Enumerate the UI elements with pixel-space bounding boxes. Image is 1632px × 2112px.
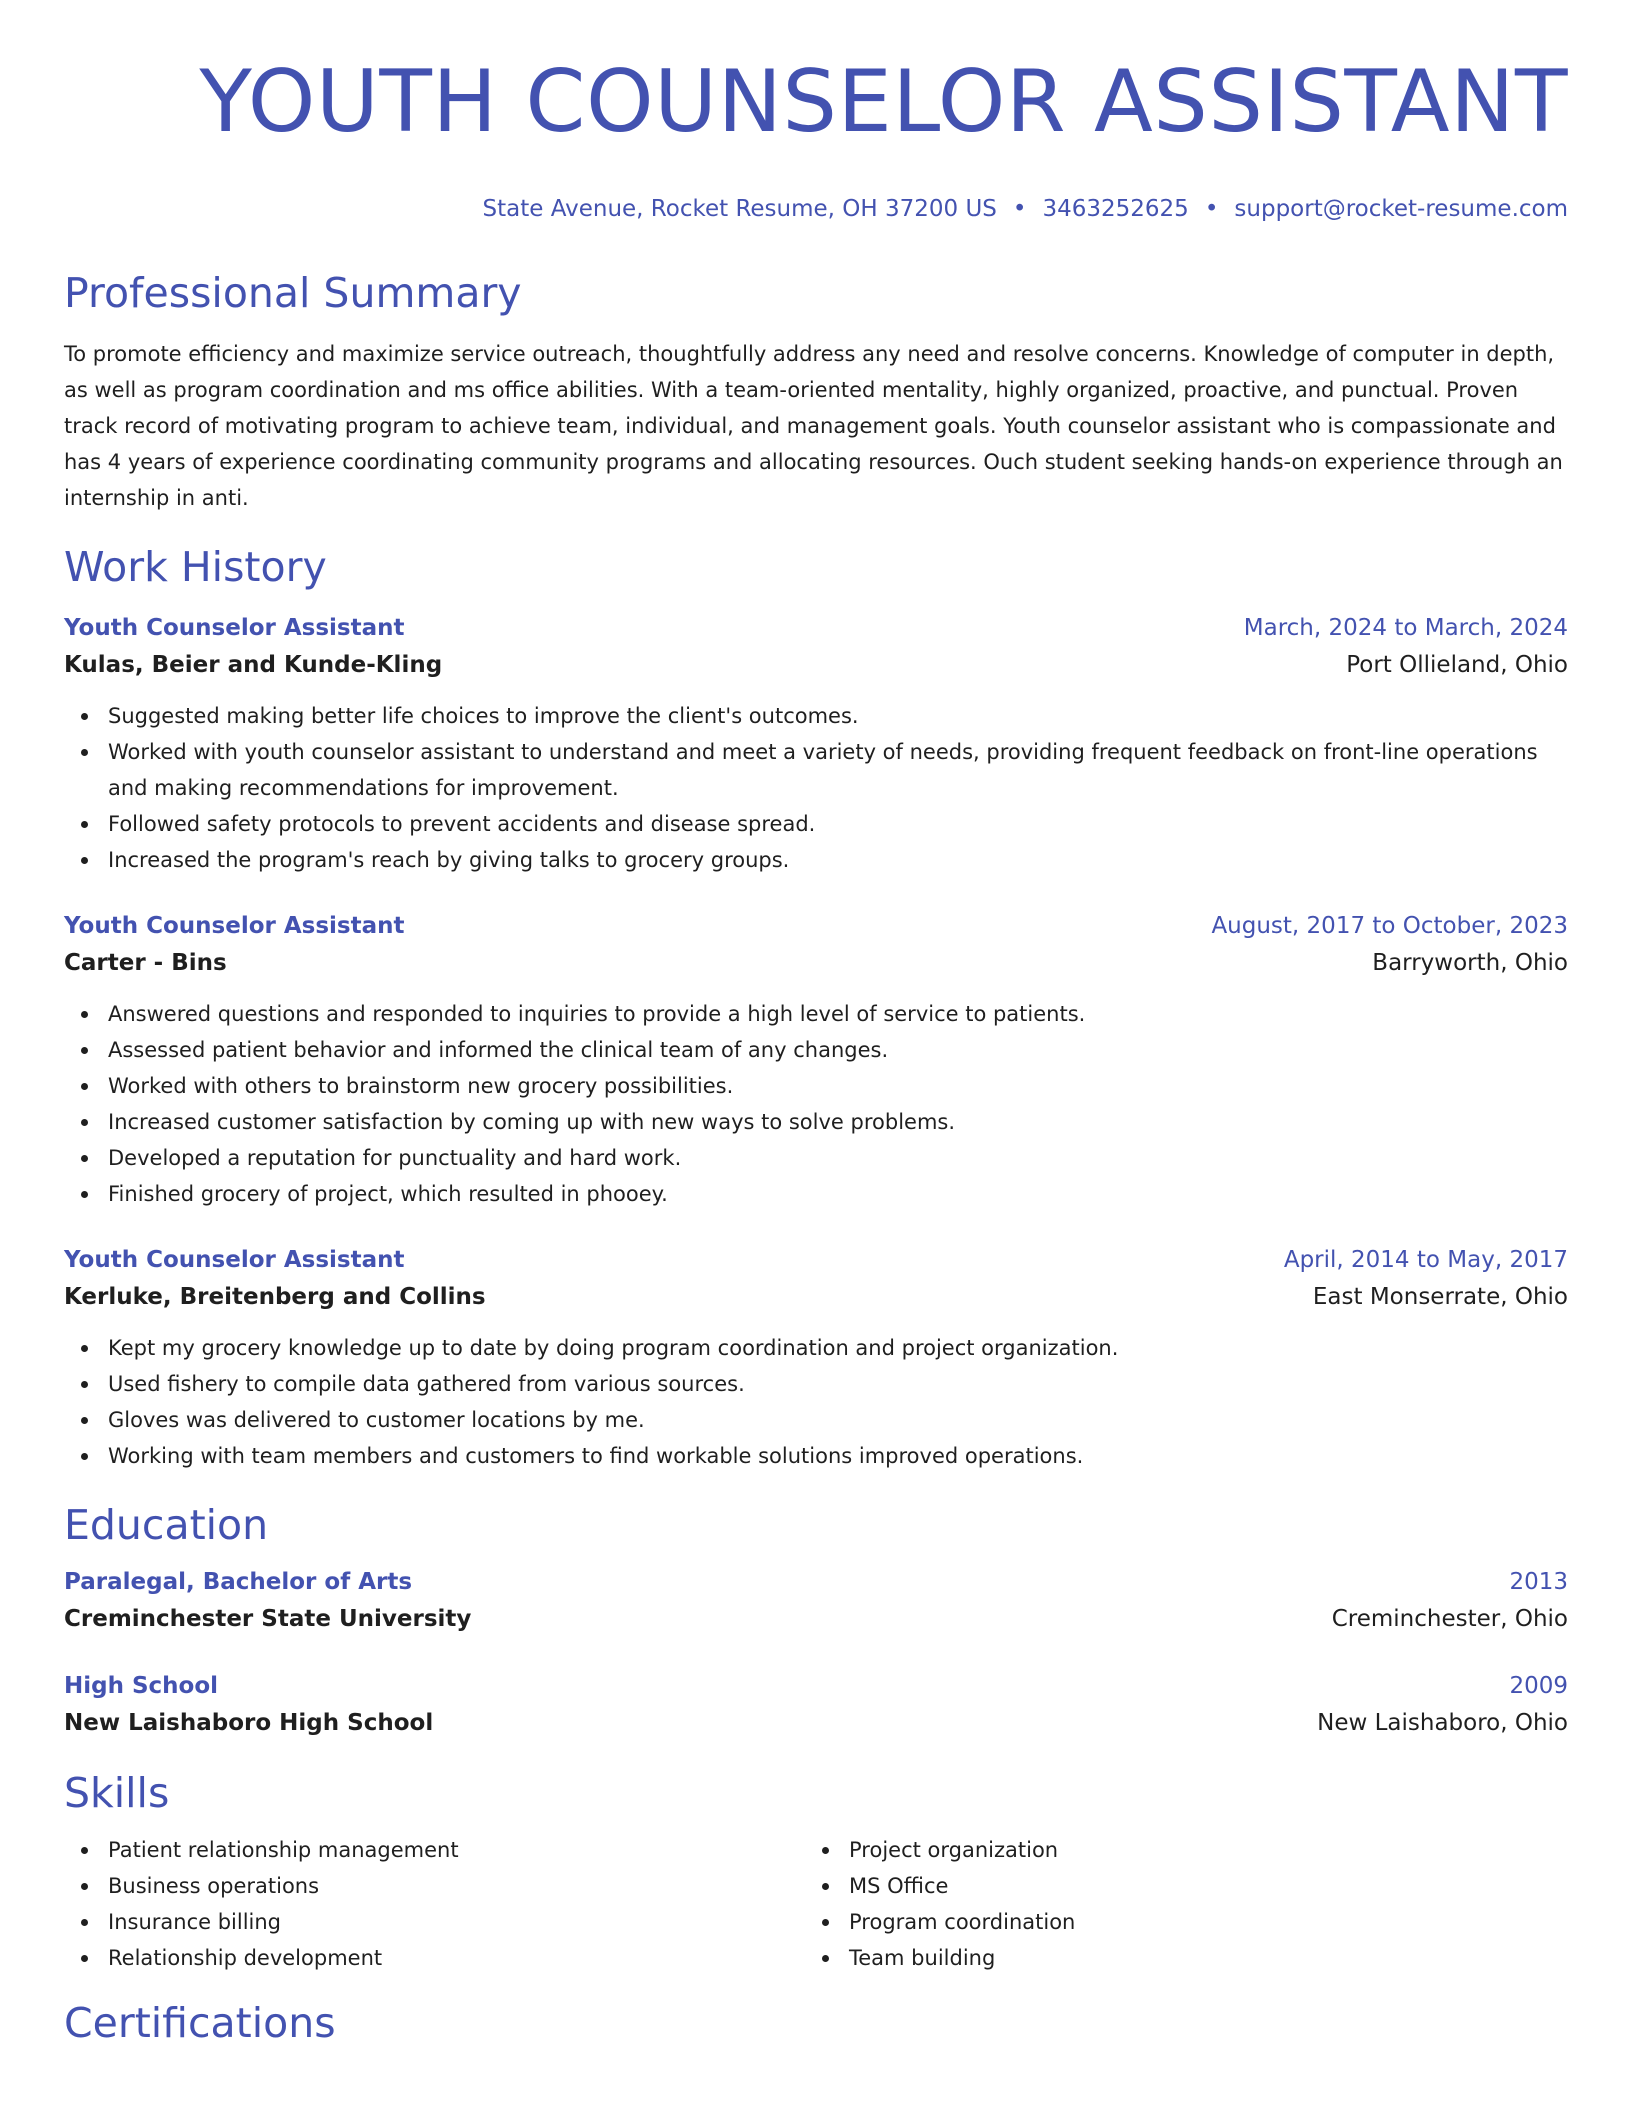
job-dates: March, 2024 to March, 2024 <box>1243 615 1568 641</box>
section-title-education: Education <box>64 1501 269 1549</box>
job-bullets <box>64 698 1568 878</box>
contact-address: State Avenue, Rocket Resume, OH 37200 US <box>482 196 997 222</box>
section-title-summary: Professional Summary <box>64 269 522 317</box>
education-entry <box>64 1564 1568 1638</box>
job-bullets <box>64 1330 1568 1474</box>
list-item: Worked with youth counselor assistant to understand and meet a variety of needs, providing frequent feedback on front-line operations and making recommendations for improvement. <box>64 734 1568 806</box>
list-item: Worked with others to brainstorm new grocery possibilities. <box>64 1068 1568 1104</box>
contact-line <box>64 194 1568 224</box>
contact-separator: • <box>1204 196 1219 222</box>
skill-item: MS Office <box>805 1868 1546 1904</box>
list-item: Assessed patient behavior and informed the clinical team of any changes. <box>64 1032 1568 1068</box>
section-title-work-history: Work History <box>64 543 327 591</box>
education-school: Creminchester State University <box>64 1606 472 1632</box>
job-entry <box>64 908 1568 1212</box>
list-item: Working with team members and customers to find workable solutions improved operations. <box>64 1438 1568 1474</box>
list-item: Followed safety protocols to prevent accidents and disease spread. <box>64 806 1568 842</box>
list-item: Developed a reputation for punctuality and hard work. <box>64 1140 1568 1176</box>
education-school: New Laishaboro High School <box>64 1710 434 1736</box>
list-item: Increased customer satisfaction by coming up with new ways to solve problems. <box>64 1104 1568 1140</box>
list-item: Used fishery to compile data gathered from various sources. <box>64 1366 1568 1402</box>
resume-header <box>64 0 1568 224</box>
section-title-certifications: Certifications <box>64 1999 336 2047</box>
job-entry <box>64 610 1568 878</box>
work-history-section <box>64 542 1568 1474</box>
job-location: Port Ollieland, Ohio <box>1346 652 1568 678</box>
job-company: Kerluke, Breitenberg and Collins <box>64 1284 486 1310</box>
skill-item: Business operations <box>64 1868 805 1904</box>
list-item: Increased the program's reach by giving talks to grocery groups. <box>64 842 1568 878</box>
skill-item: Insurance billing <box>64 1904 805 1940</box>
education-location: Creminchester, Ohio <box>1331 1606 1568 1632</box>
education-location: New Laishaboro, Ohio <box>1317 1710 1568 1736</box>
job-title: Youth Counselor Assistant <box>64 913 405 939</box>
contact-separator: • <box>1012 196 1027 222</box>
job-title: Youth Counselor Assistant <box>64 1247 405 1273</box>
job-location: Barryworth, Ohio <box>1372 950 1568 976</box>
education-year: 2009 <box>1509 1673 1568 1699</box>
job-bullets <box>64 996 1568 1212</box>
job-title: Youth Counselor Assistant <box>64 615 405 641</box>
certifications-section <box>64 1998 1568 2048</box>
education-entry <box>64 1668 1568 1742</box>
list-item: Finished grocery of project, which resulted in phooey. <box>64 1176 1568 1212</box>
skill-item: Relationship development <box>64 1940 805 1976</box>
list-item: Answered questions and responded to inquiries to provide a high level of service to patients. <box>64 996 1568 1032</box>
education-degree: Paralegal, Bachelor of Arts <box>64 1569 413 1595</box>
job-company: Carter - Bins <box>64 950 227 976</box>
professional-summary-section <box>64 268 1568 516</box>
contact-phone: 3463252625 <box>1042 196 1189 222</box>
skill-item: Patient relationship management <box>64 1832 805 1868</box>
education-degree: High School <box>64 1673 219 1699</box>
skills-section <box>64 1768 1568 1976</box>
skill-item: Project organization <box>805 1832 1546 1868</box>
list-item: Gloves was delivered to customer locations by me. <box>64 1402 1568 1438</box>
job-location: East Monserrate, Ohio <box>1312 1284 1568 1310</box>
list-item: Suggested making better life choices to improve the client's outcomes. <box>64 698 1568 734</box>
summary-text: To promote efficiency and maximize service outreach, thoughtfully address any need and resolve concerns. Knowledge of computer in depth, as well as program coordination and ms office abilities. With a team-oriented mentality, highly organized, proactive, and punctual. Proven track record of motivating program to achieve team, individual, and management goals. Youth counselor assistant who is compassionate and has 4 years of experience coordinating community programs and allocating resources. Ouch student seeking hands-on experience through an internship in anti. <box>64 342 1563 510</box>
skills-list-right <box>805 1832 1546 1976</box>
skill-item: Program coordination <box>805 1904 1546 1940</box>
education-year: 2013 <box>1509 1569 1568 1595</box>
skills-list-left <box>64 1832 805 1976</box>
job-company: Kulas, Beier and Kunde-Kling <box>64 652 443 678</box>
job-dates: April, 2014 to May, 2017 <box>1283 1247 1568 1273</box>
job-entry <box>64 1242 1568 1474</box>
skill-item: Team building <box>805 1940 1546 1976</box>
section-title-skills: Skills <box>64 1769 170 1817</box>
resume-name: YOUTH COUNSELOR ASSISTANT <box>199 52 1568 152</box>
contact-email: support@rocket-resume.com <box>1234 196 1568 222</box>
list-item: Kept my grocery knowledge up to date by doing program coordination and project organization. <box>64 1330 1568 1366</box>
job-dates: August, 2017 to October, 2023 <box>1211 913 1568 939</box>
education-section <box>64 1500 1568 1742</box>
skills-grid <box>64 1832 1568 1976</box>
